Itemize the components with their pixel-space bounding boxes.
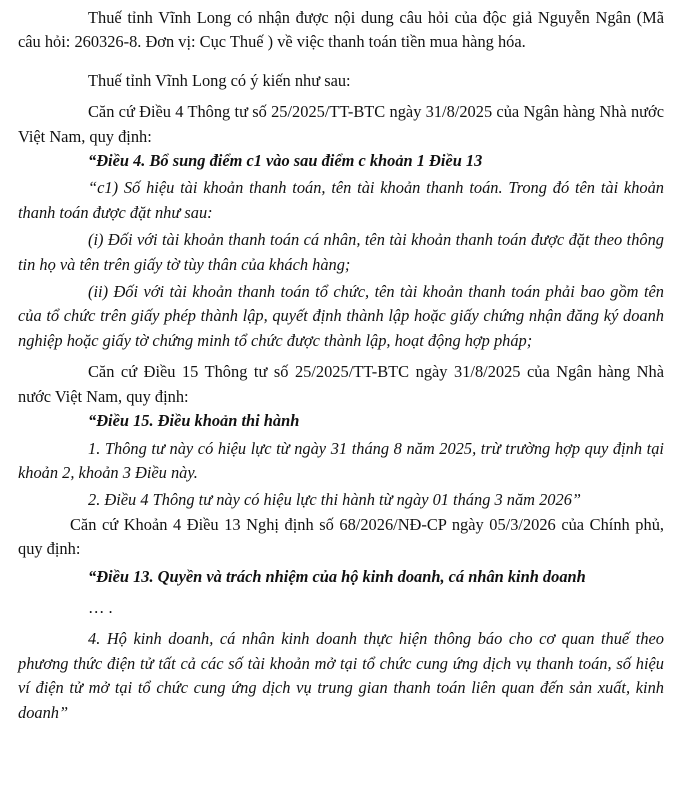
legal-basis-decree-68: Căn cứ Khoản 4 Điều 13 Nghị định số 68/2026/NĐ-CP ngày 05/3/2026 của Chính phủ, quy định: [18, 514, 664, 559]
article-15-clause-2: 2. Điều 4 Thông tư này có hiệu lực thi hành từ ngày 01 tháng 3 năm 2026” [88, 490, 582, 510]
document-body [18, 6, 664, 725]
article-13-heading: “Điều 13. Quyền và trách nhiệm của hộ kinh doanh, cá nhân kinh doanh [88, 566, 586, 586]
article-15-clause-1: 1. Thông tư này có hiệu lực từ ngày 31 tháng 8 năm 2025, trừ trường hợp quy định tại khoản 2, khoản 3 Điều này. [18, 438, 664, 482]
clause-ii-paragraph: (ii) Đối với tài khoản thanh toán tổ chức, tên tài khoản thanh toán phải bao gồm tên của tổ chức trên giấy phép thành lập, quyết định thành lập hoặc giấy chứng nhận đăng ký doanh nghiệp hoặc giấy tờ chứng minh tổ chức được thành lập, hoạt động hợp pháp; [18, 282, 664, 350]
clause-c1-paragraph: “c1) Số hiệu tài khoản thanh toán, tên tài khoản thanh toán. Trong đó tên tài khoản thanh toán được đặt như sau: [18, 178, 664, 222]
legal-basis-article-4: Căn cứ Điều 4 Thông tư số 25/2025/TT-BTC ngày 31/8/2025 của Ngân hàng Nhà nước Việt Nam, quy định: [18, 102, 664, 146]
article-4-heading: “Điều 4. Bổ sung điểm c1 vào sau điểm c khoản 1 Điều 13 [88, 151, 483, 171]
clause-i-paragraph: (i) Đối với tài khoản thanh toán cá nhân, tên tài khoản thanh toán được đặt theo thông tin họ và tên trên giấy tờ tùy thân của khách hàng; [18, 230, 664, 274]
legal-basis-article-15: Căn cứ Điều 15 Thông tư số 25/2025/TT-BTC ngày 31/8/2025 của Ngân hàng Nhà nước Việt Nam, quy định: [18, 362, 664, 406]
article-13-clause-4: 4. Hộ kinh doanh, cá nhân kinh doanh thực hiện thông báo cho cơ quan thuế theo phương thức điện tử tất cả các số tài khoản mở tại tổ chức cung ứng dịch vụ thanh toán, số hiệu ví điện tử mở tại tổ chức cung ứng dịch vụ trung gian thanh toán liên quan đến sản xuất, kinh doanh” [18, 629, 664, 722]
ellipsis-line: … . [88, 597, 113, 617]
intro-paragraph: Thuế tỉnh Vĩnh Long có nhận được nội dung câu hỏi của độc giả Nguyễn Ngân (Mã câu hỏi: 260326-8. Đơn vị: Cục Thuế ) về việc thanh toán tiền mua hàng hóa. [18, 8, 664, 52]
article-15-heading: “Điều 15. Điều khoản thi hành [88, 411, 300, 431]
opinion-paragraph: Thuế tỉnh Vĩnh Long có ý kiến như sau: [88, 70, 351, 90]
